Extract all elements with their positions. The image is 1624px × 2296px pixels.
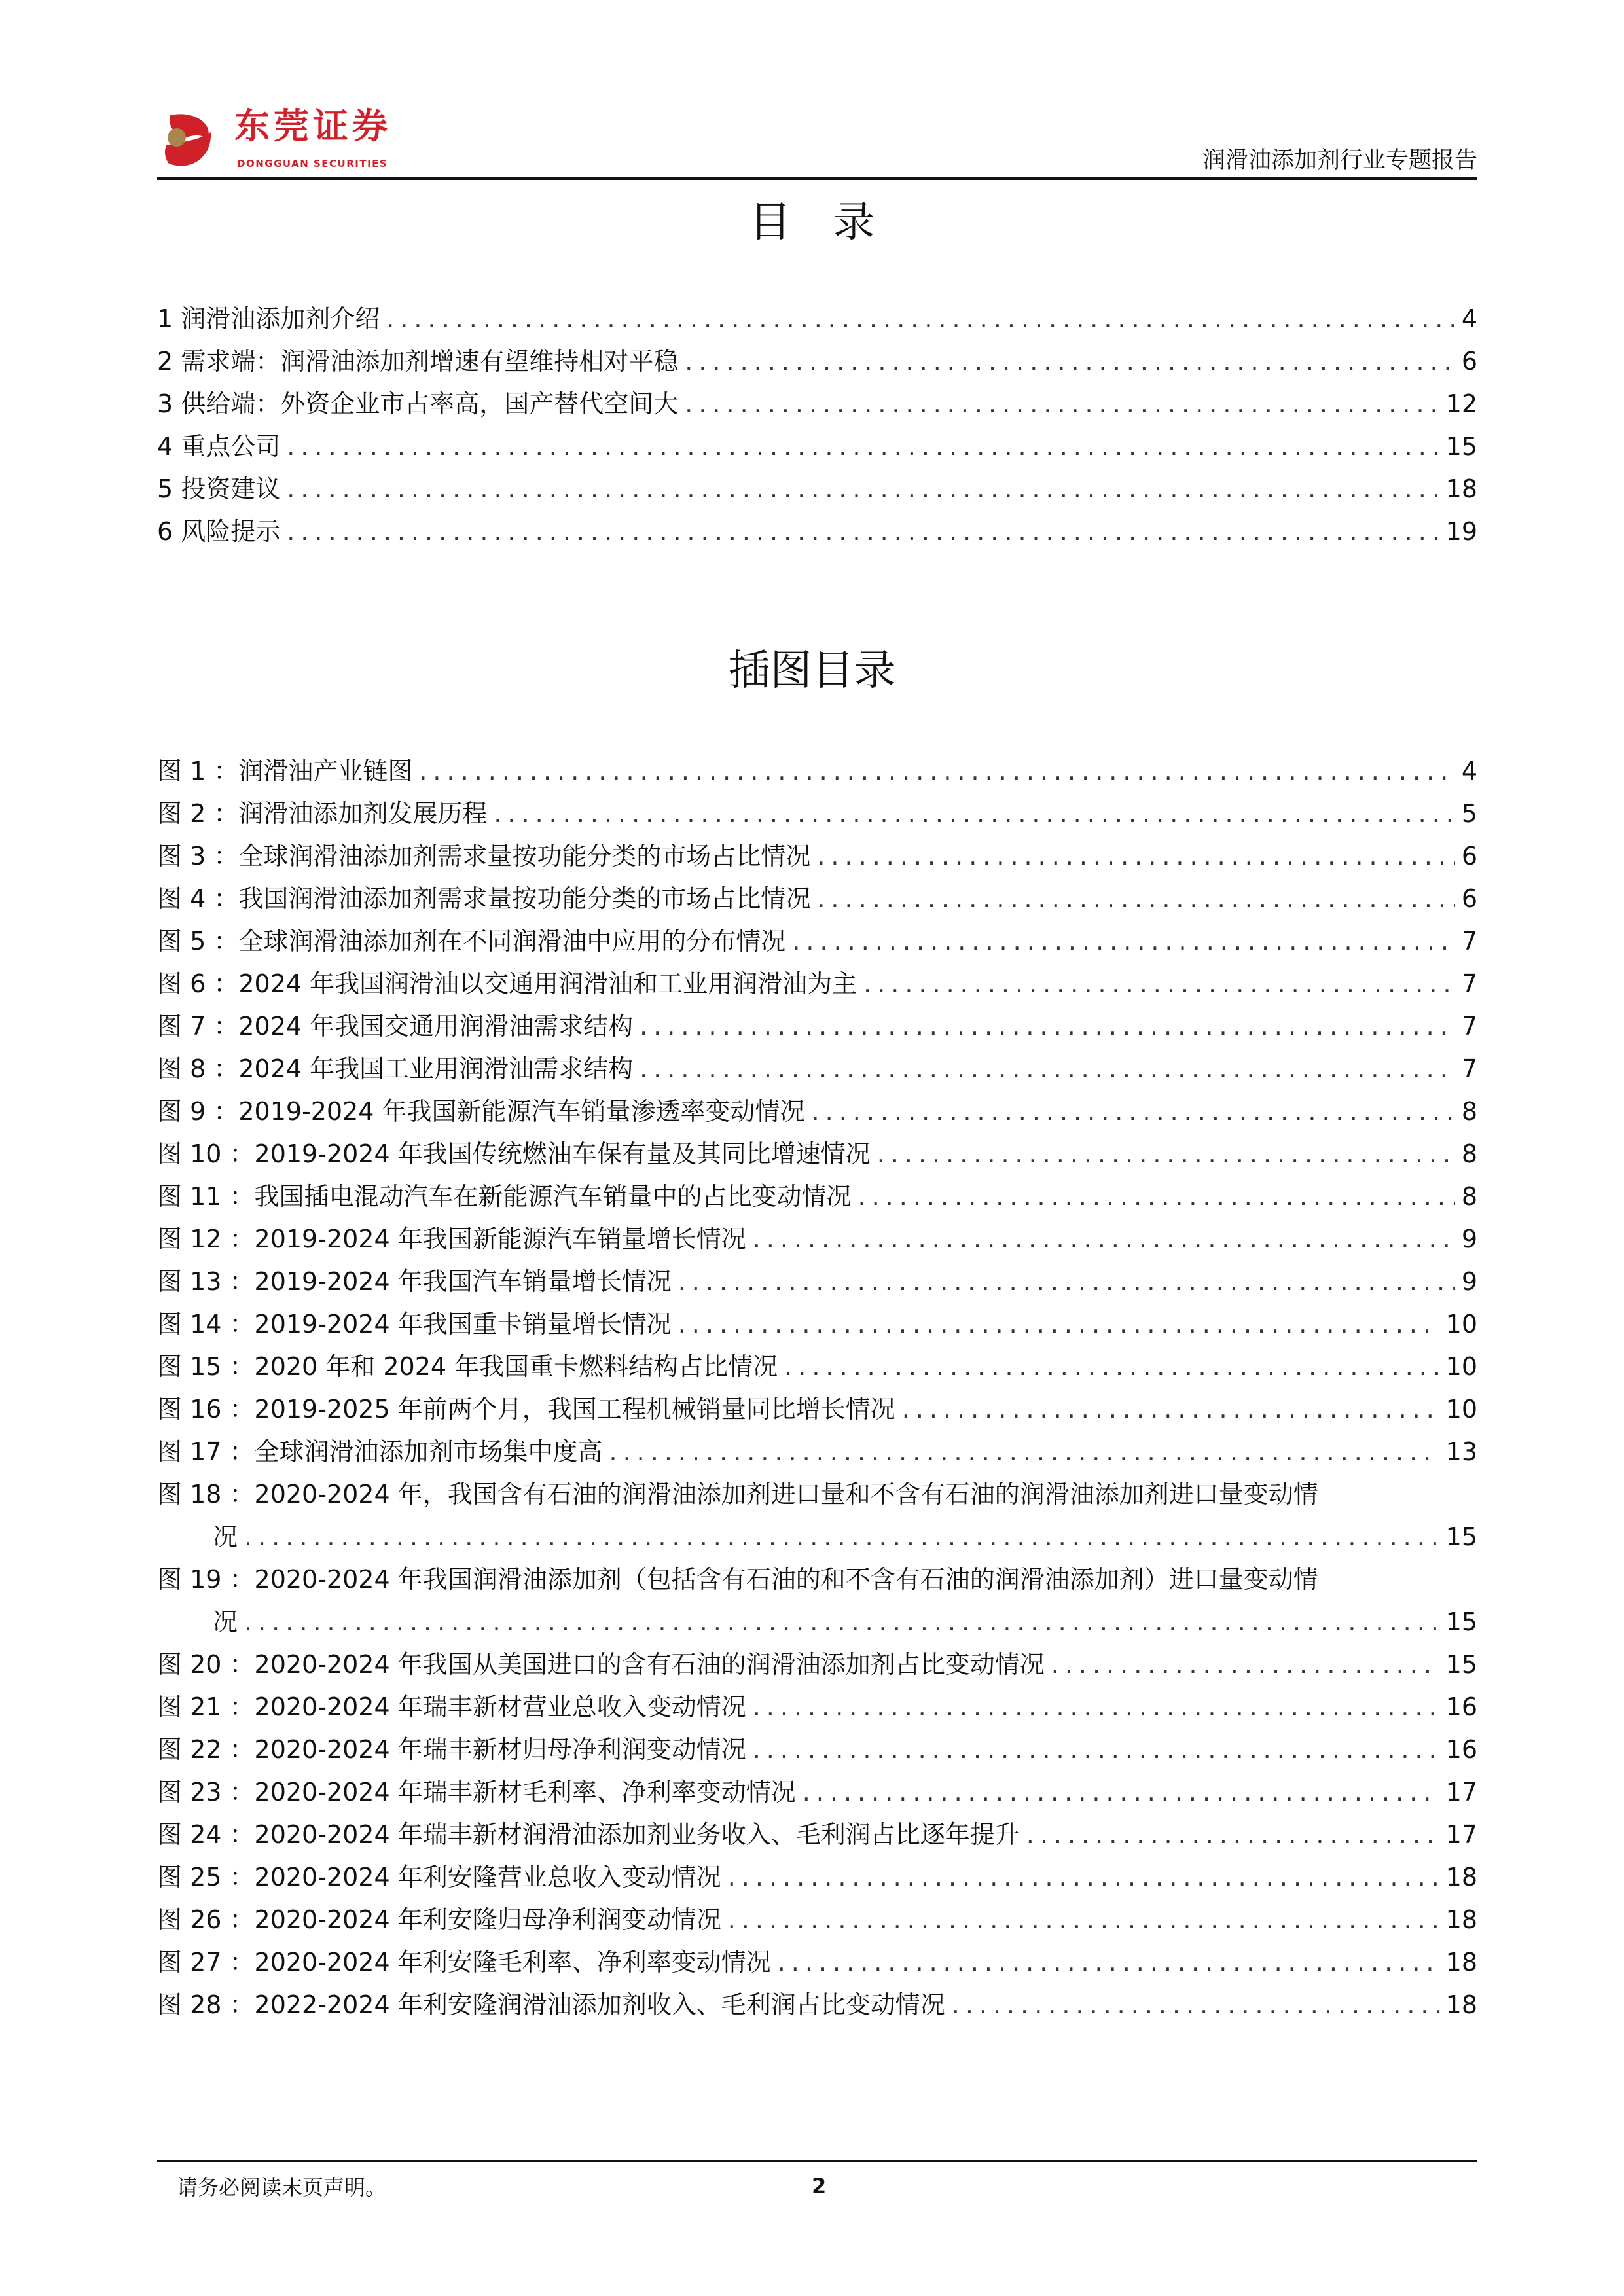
dot-leader [386, 298, 1455, 340]
figure-entry-label: 图 22 ：2020-2024 年瑞丰新材归母净利润变动情况 [157, 1735, 746, 1764]
figure-entry-label: 图 10 ：2019-2024 年我国传统燃油车保有量及其同比增速情况 [157, 1139, 871, 1168]
dot-leader [685, 340, 1455, 383]
figure-entry-continuation [157, 1601, 1477, 1643]
dot-leader [863, 963, 1455, 1005]
figure-entry[interactable] [157, 793, 1477, 835]
figure-entry[interactable] [157, 1346, 1477, 1388]
figure-entry-page: 7 [1461, 969, 1477, 998]
figure-entry[interactable] [157, 1431, 1477, 1473]
dot-leader [419, 750, 1454, 793]
figure-entry-page: 13 [1445, 1437, 1477, 1466]
figure-entry-label: 图 15 ：2020 年和 2024 年我国重卡燃料结构占比情况 [157, 1352, 778, 1381]
figure-entry[interactable] [157, 1218, 1477, 1261]
toc-entry[interactable] [157, 468, 1477, 511]
dot-leader [858, 1175, 1455, 1218]
figure-entry[interactable] [157, 1856, 1477, 1899]
figure-entry[interactable] [157, 1899, 1477, 1941]
figure-entry[interactable] [157, 1005, 1477, 1048]
figure-entry-label-cont: 况 [213, 1522, 238, 1551]
figure-entry-label: 图 12 ：2019-2024 年我国新能源汽车销量增长情况 [157, 1225, 746, 1253]
figure-entry[interactable] [157, 1643, 1477, 1686]
figure-entry-label: 图 23 ：2020-2024 年瑞丰新材毛利率、净利率变动情况 [157, 1778, 796, 1806]
figure-entry-label: 图 11 ：我国插电混动汽车在新能源汽车销量中的占比变动情况 [157, 1182, 852, 1211]
figure-entry-page: 10 [1445, 1310, 1477, 1338]
figure-entry-page: 4 [1461, 757, 1477, 785]
toc-entry-page: 15 [1445, 432, 1477, 461]
figure-entry-page: 10 [1445, 1352, 1477, 1381]
figure-entry-label: 图 25 ：2020-2024 年利安隆营业总收入变动情况 [157, 1863, 721, 1892]
footer-divider [157, 2160, 1477, 2162]
dot-leader [784, 1346, 1439, 1388]
footer-disclaimer: 请务必阅读末页声明。 [177, 2175, 387, 2200]
figure-entry[interactable] [157, 1388, 1477, 1431]
figures-title: 插图目录 [728, 647, 896, 695]
figure-entry-page: 8 [1461, 1097, 1477, 1126]
dot-leader [494, 793, 1454, 835]
figure-entry[interactable] [157, 1729, 1477, 1771]
figure-entry-page: 18 [1445, 1863, 1477, 1892]
logo-mark-icon [164, 113, 212, 168]
dot-leader [728, 1856, 1439, 1899]
figure-entry-page: 18 [1445, 1948, 1477, 1977]
figure-entry[interactable] [157, 835, 1477, 878]
figure-entry[interactable] [157, 1261, 1477, 1303]
figure-entry-page: 6 [1461, 884, 1477, 913]
figure-entry-label: 图 16 ：2019-2025 年前两个月，我国工程机械销量同比增长情况 [157, 1395, 895, 1424]
dot-leader [753, 1729, 1439, 1771]
figure-entry-page: 5 [1461, 799, 1477, 828]
dot-leader [877, 1133, 1455, 1175]
dot-leader [287, 425, 1439, 468]
figure-entry-page: 8 [1461, 1182, 1477, 1211]
dot-leader [678, 1261, 1455, 1303]
dot-leader [287, 468, 1439, 511]
figure-entry-page: 18 [1445, 1905, 1477, 1934]
figure-entry-page: 15 [1445, 1607, 1477, 1636]
dot-leader [1026, 1814, 1439, 1856]
dot-leader [952, 1984, 1439, 2026]
figure-entry[interactable] [157, 1984, 1477, 2026]
toc-entry-page: 19 [1445, 517, 1477, 546]
figure-entry-label: 图 21 ：2020-2024 年瑞丰新材营业总收入变动情况 [157, 1693, 746, 1721]
dot-leader [244, 1516, 1439, 1558]
figure-entry-label: 图 9 ：2019-2024 年我国新能源汽车销量渗透率变动情况 [157, 1097, 805, 1126]
figure-entry-label: 图 8 ：2024 年我国工业用润滑油需求结构 [157, 1054, 634, 1083]
figure-entry-label: 图 18 ：2020-2024 年，我国含有石油的润滑油添加剂进口量和不含有石油的润滑油添加剂进口量变动情 [157, 1480, 1318, 1509]
toc-entry-label: 5 投资建议 [157, 475, 281, 503]
dot-leader [902, 1388, 1439, 1431]
toc-entry-label: 3 供给端：外资企业市占率高，国产替代空间大 [157, 389, 679, 418]
figure-entry[interactable] [157, 1175, 1477, 1218]
figure-entry-page: 10 [1445, 1395, 1477, 1424]
figure-entry[interactable] [157, 1814, 1477, 1856]
figure-entry-label: 图 3 ：全球润滑油添加剂需求量按功能分类的市场占比情况 [157, 842, 811, 870]
figure-entry-page: 9 [1461, 1267, 1477, 1296]
figure-entry[interactable] [157, 750, 1477, 793]
figure-entry-page: 15 [1445, 1650, 1477, 1679]
figure-entry-label: 图 17 ：全球润滑油添加剂市场集中度高 [157, 1437, 603, 1466]
figure-entry-label: 图 4 ：我国润滑油添加剂需求量按功能分类的市场占比情况 [157, 884, 811, 913]
figure-entry-page: 7 [1461, 1054, 1477, 1083]
dot-leader [244, 1601, 1439, 1643]
report-title: 润滑油添加剂行业专题报告 [1202, 147, 1477, 173]
dot-leader [678, 1303, 1439, 1346]
figure-entry[interactable] [157, 1686, 1477, 1729]
page-number: 2 [812, 2174, 827, 2198]
figure-entry-label: 图 28 ：2022-2024 年利安隆润滑油添加剂收入、毛利润占比变动情况 [157, 1990, 945, 2019]
logo-english-name: DONGGUAN SECURITIES [237, 158, 388, 170]
dot-leader [812, 1090, 1455, 1133]
figure-entry-label-cont: 况 [213, 1607, 238, 1636]
toc-entry-page: 4 [1461, 304, 1477, 333]
logo-chinese-name: 东莞证券 [234, 105, 391, 147]
toc-entry[interactable] [157, 340, 1477, 383]
toc-entry-page: 6 [1461, 347, 1477, 376]
figure-entry-label: 图 5 ：全球润滑油添加剂在不同润滑油中应用的分布情况 [157, 927, 786, 956]
figure-entry[interactable] [157, 1090, 1477, 1133]
figure-entry-page: 6 [1461, 842, 1477, 870]
toc-entry[interactable] [157, 298, 1477, 340]
toc-entry-label: 1 润滑油添加剂介绍 [157, 304, 380, 333]
figure-entry-page: 16 [1445, 1693, 1477, 1721]
figure-entry-continuation [157, 1516, 1477, 1558]
figure-entry-page: 7 [1461, 927, 1477, 956]
figure-entry[interactable] [157, 1558, 1477, 1643]
figure-entry[interactable] [157, 1303, 1477, 1346]
figure-entry-label: 图 20 ：2020-2024 年我国从美国进口的含有石油的润滑油添加剂占比变动情况 [157, 1650, 1045, 1679]
figure-entry[interactable] [157, 1771, 1477, 1814]
dot-leader [287, 511, 1439, 553]
figure-entry-label: 图 1 ：润滑油产业链图 [157, 757, 413, 785]
figure-entry-page: 7 [1461, 1012, 1477, 1041]
figure-entry-label: 图 26 ：2020-2024 年利安隆归母净利润变动情况 [157, 1905, 721, 1934]
figure-entry-label: 图 24 ：2020-2024 年瑞丰新材润滑油添加剂业务收入、毛利润占比逐年提升 [157, 1820, 1020, 1849]
dot-leader [609, 1431, 1439, 1473]
toc-entry-page: 18 [1445, 475, 1477, 503]
figure-entry-label: 图 6 ：2024 年我国润滑油以交通用润滑油和工业用润滑油为主 [157, 969, 857, 998]
figure-entry-page: 9 [1461, 1225, 1477, 1253]
dot-leader [778, 1941, 1439, 1984]
figure-entry[interactable] [157, 1133, 1477, 1175]
figure-entry-label: 图 19 ：2020-2024 年我国润滑油添加剂（包括含有石油的和不含有石油的润滑油添加剂）进口量变动情 [157, 1565, 1318, 1594]
figure-entry-label: 图 13 ：2019-2024 年我国汽车销量增长情况 [157, 1267, 672, 1296]
toc-entry[interactable] [157, 511, 1477, 553]
dot-leader [753, 1686, 1439, 1729]
toc-entry-label: 4 重点公司 [157, 432, 281, 461]
figure-entry-page: 17 [1445, 1778, 1477, 1806]
figure-entry-page: 17 [1445, 1820, 1477, 1849]
figure-entry-label: 图 7 ：2024 年我国交通用润滑油需求结构 [157, 1012, 634, 1041]
figure-entry[interactable] [157, 920, 1477, 963]
toc-entry-page: 12 [1445, 389, 1477, 418]
dot-leader [1051, 1643, 1439, 1686]
figure-entry[interactable] [157, 963, 1477, 1005]
toc-entry[interactable] [157, 425, 1477, 468]
dot-leader [817, 835, 1454, 878]
dot-leader [753, 1218, 1455, 1261]
dot-leader [685, 383, 1439, 425]
figure-entry-label: 图 2 ：润滑油添加剂发展历程 [157, 799, 488, 828]
toc-list [157, 298, 1477, 553]
figure-entry[interactable] [157, 1473, 1477, 1558]
dot-leader [817, 878, 1454, 920]
figure-entry-label: 图 14 ：2019-2024 年我国重卡销量增长情况 [157, 1310, 672, 1338]
figures-list [157, 750, 1477, 2026]
dot-leader [728, 1899, 1439, 1941]
figure-entry-label: 图 27 ：2020-2024 年利安隆毛利率、净利率变动情况 [157, 1948, 771, 1977]
dot-leader [640, 1005, 1455, 1048]
dot-leader [792, 920, 1454, 963]
toc-entry-label: 2 需求端：润滑油添加剂增速有望维持相对平稳 [157, 347, 679, 376]
figure-entry-page: 16 [1445, 1735, 1477, 1764]
dot-leader [803, 1771, 1439, 1814]
company-logo [164, 105, 412, 177]
figure-entry[interactable] [157, 1048, 1477, 1090]
toc-entry-label: 6 风险提示 [157, 517, 281, 546]
toc-title: 目 录 [749, 198, 875, 247]
figure-entry-page: 8 [1461, 1139, 1477, 1168]
header-divider [157, 177, 1477, 180]
figure-entry-page: 15 [1445, 1522, 1477, 1551]
figure-entry-page: 18 [1445, 1990, 1477, 2019]
dot-leader [640, 1048, 1455, 1090]
toc-entry[interactable] [157, 383, 1477, 425]
figure-entry[interactable] [157, 878, 1477, 920]
figure-entry[interactable] [157, 1941, 1477, 1984]
